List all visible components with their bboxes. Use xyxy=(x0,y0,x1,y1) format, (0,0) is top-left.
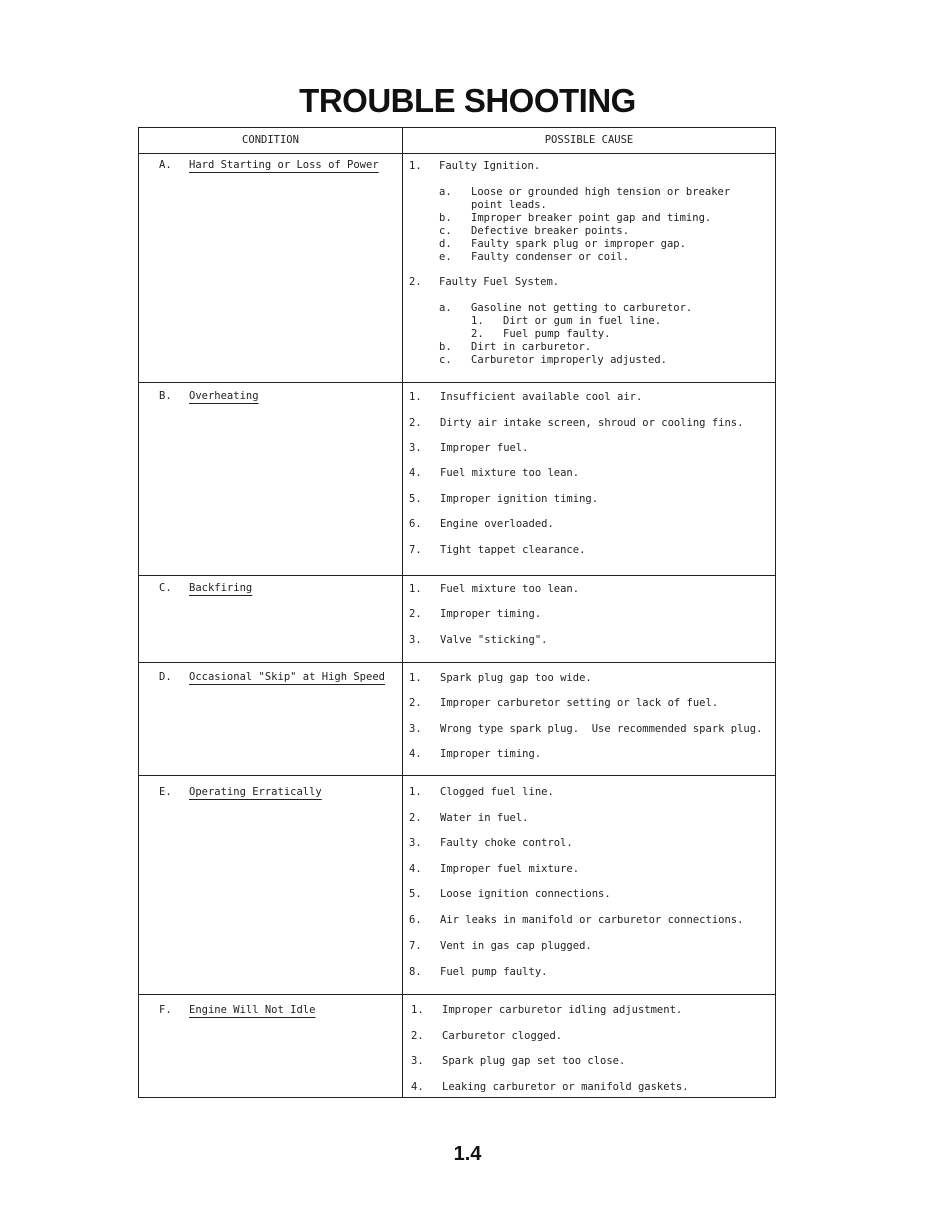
cause-text: Spark plug gap too wide. xyxy=(440,672,592,684)
cause-num: 4. xyxy=(411,1081,424,1093)
page-title: TROUBLE SHOOTING xyxy=(299,82,636,119)
cause-num: 1. xyxy=(409,160,422,172)
row-divider xyxy=(139,575,775,576)
cause-text: Improper carburetor setting or lack of fuel. xyxy=(440,697,719,709)
cause-num: 6. xyxy=(409,518,422,530)
cause-text: Carburetor clogged. xyxy=(442,1030,563,1042)
cause-text: Faulty condenser or coil. xyxy=(471,251,630,263)
cause-text: Improper fuel. xyxy=(440,442,529,454)
condition-letter: C. xyxy=(159,582,172,594)
cause-text: Leaking carburetor or manifold gaskets. xyxy=(442,1081,689,1093)
cause-num: 5. xyxy=(409,493,422,505)
cause-num: 2. xyxy=(411,1030,424,1042)
condition-letter: B. xyxy=(159,390,172,402)
cause-num: 3. xyxy=(411,1055,424,1067)
condition-letter: A. xyxy=(159,159,172,171)
cause-num: 3. xyxy=(409,837,422,849)
row-divider xyxy=(139,775,775,776)
row-divider xyxy=(139,153,775,154)
cause-num: 7. xyxy=(409,940,422,952)
cause-text: Defective breaker points. xyxy=(471,225,630,237)
cause-text: Improper timing. xyxy=(440,748,542,760)
cause-text: Loose or grounded high tension or breaker xyxy=(471,186,731,198)
cause-text: Faulty Ignition. xyxy=(439,160,541,172)
row-divider xyxy=(139,994,775,995)
cause-text: Faulty choke control. xyxy=(440,837,573,849)
cause-text: Fuel pump faulty. xyxy=(503,328,611,340)
cause-num: 2. xyxy=(409,812,422,824)
cause-num: 1. xyxy=(409,786,422,798)
cause-text: Tight tappet clearance. xyxy=(440,544,586,556)
cause-text: Vent in gas cap plugged. xyxy=(440,940,592,952)
cause-text: Loose ignition connections. xyxy=(440,888,611,900)
condition-label: Engine Will Not Idle xyxy=(189,1004,316,1016)
page-number: 1.4 xyxy=(453,1143,482,1165)
cause-num: b. xyxy=(439,212,452,224)
cause-num: 8. xyxy=(409,966,422,978)
row-divider xyxy=(139,662,775,663)
cause-num: 2. xyxy=(409,608,422,620)
cause-text: Improper fuel mixture. xyxy=(440,863,580,875)
cause-text: Dirt in carburetor. xyxy=(471,341,592,353)
cause-text: Dirty air intake screen, shroud or cooling fins. xyxy=(440,417,744,429)
cause-num: 7. xyxy=(409,544,422,556)
cause-num: 6. xyxy=(409,914,422,926)
cause-num: c. xyxy=(439,354,452,366)
cause-num: 2. xyxy=(471,328,484,340)
cause-num: 1. xyxy=(471,315,484,327)
header-condition: CONDITION xyxy=(242,134,299,146)
cause-text: Carburetor improperly adjusted. xyxy=(471,354,667,366)
cause-text: Spark plug gap set too close. xyxy=(442,1055,626,1067)
trouble-shooting-table xyxy=(138,127,776,1098)
cause-text: Wrong type spark plug. Use recommended spark plug. xyxy=(440,723,763,735)
condition-label: Operating Erratically xyxy=(189,786,322,798)
condition-letter: E. xyxy=(159,786,172,798)
cause-num: 3. xyxy=(409,634,422,646)
cause-num: 4. xyxy=(409,863,422,875)
cause-num: 3. xyxy=(409,442,422,454)
cause-text: Fuel pump faulty. xyxy=(440,966,548,978)
cause-text: Engine overloaded. xyxy=(440,518,554,530)
cause-text: Water in fuel. xyxy=(440,812,529,824)
cause-text: Valve "sticking". xyxy=(440,634,548,646)
condition-letter: D. xyxy=(159,671,172,683)
column-divider xyxy=(402,128,403,1097)
cause-num: 1. xyxy=(409,583,422,595)
cause-num: 1. xyxy=(409,672,422,684)
condition-label: Occasional "Skip" at High Speed xyxy=(189,671,385,683)
cause-num: 1. xyxy=(411,1004,424,1016)
cause-text: Faulty spark plug or improper gap. xyxy=(471,238,686,250)
cause-text: Improper ignition timing. xyxy=(440,493,599,505)
cause-num: a. xyxy=(439,186,452,198)
cause-text: Fuel mixture too lean. xyxy=(440,467,580,479)
cause-num: 2. xyxy=(409,417,422,429)
cause-num: 2. xyxy=(409,276,422,288)
cause-text: point leads. xyxy=(471,199,547,211)
cause-text: Improper timing. xyxy=(440,608,542,620)
cause-num: b. xyxy=(439,341,452,353)
condition-label: Hard Starting or Loss of Power xyxy=(189,159,379,171)
cause-num: 3. xyxy=(409,723,422,735)
cause-num: a. xyxy=(439,302,452,314)
cause-text: Insufficient available cool air. xyxy=(440,391,643,403)
row-divider xyxy=(139,382,775,383)
condition-letter: F. xyxy=(159,1004,172,1016)
cause-num: 4. xyxy=(409,467,422,479)
cause-text: Gasoline not getting to carburetor. xyxy=(471,302,693,314)
cause-text: Fuel mixture too lean. xyxy=(440,583,580,595)
cause-text: Air leaks in manifold or carburetor connections. xyxy=(440,914,744,926)
header-possible-cause: POSSIBLE CAUSE xyxy=(544,134,634,146)
condition-label: Backfiring xyxy=(189,582,253,594)
cause-text: Dirt or gum in fuel line. xyxy=(503,315,662,327)
cause-num: 1. xyxy=(409,391,422,403)
cause-text: Improper carburetor idling adjustment. xyxy=(442,1004,683,1016)
cause-num: d. xyxy=(439,238,452,250)
cause-num: 2. xyxy=(409,697,422,709)
cause-text: Improper breaker point gap and timing. xyxy=(471,212,712,224)
cause-num: 5. xyxy=(409,888,422,900)
cause-num: e. xyxy=(439,251,452,263)
cause-text: Clogged fuel line. xyxy=(440,786,554,798)
cause-text: Faulty Fuel System. xyxy=(439,276,560,288)
cause-num: 4. xyxy=(409,748,422,760)
condition-label: Overheating xyxy=(189,390,259,402)
cause-num: c. xyxy=(439,225,452,237)
